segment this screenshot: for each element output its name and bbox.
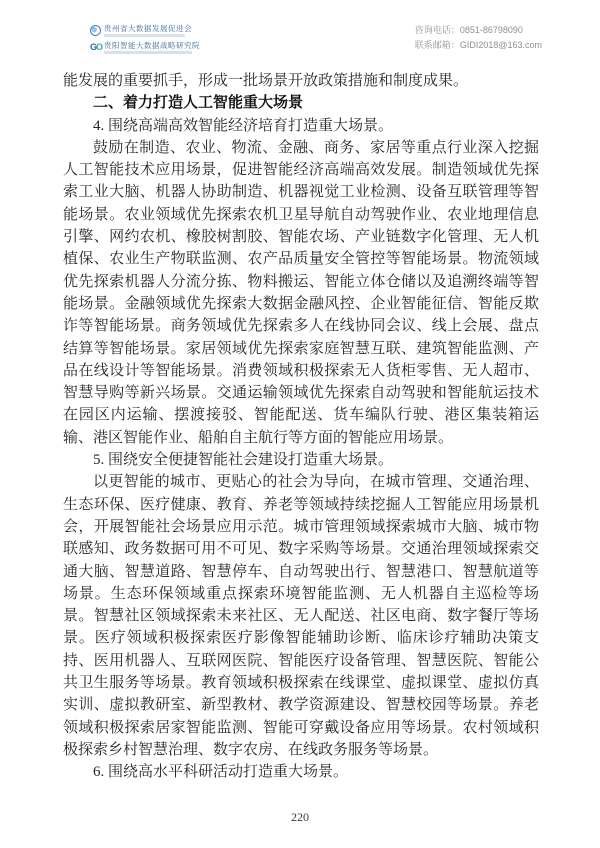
association-emblem-icon — [90, 25, 101, 36]
email-address: GIDI2018@163.com — [459, 40, 542, 50]
institute-subtitle-line — [104, 51, 192, 54]
phone-number: 0851-86798090 — [459, 25, 523, 35]
body-paragraph: 以更智能的城市、更贴心的社会为导向，在城市管理、交通治理、生态环保、医疗健康、教育、养老等领域持续挖掘人工智能应用场景机会，开展智能社会场景应用示范。城市管理领域探索城市大脑、城市物联感知、政务数据可用不可见、数字采购等场景。交通治理领域探索交通大脑、智慧道路、智慧停车、自动驾驶出行、智慧港口、智慧航道等场景。生态环保领域重点探索环境智能监测、无人机器自主巡检等场景。智慧社区领域探索未来社区、无人配送、社区电商、数字餐厅等场景。医疗领域积极探索医疗影像智能辅助诊断、临床诊疗辅助决策支持、医用机器人、互联网医院、智能医疗设备管理、智慧医院、智能公共卫生服务等场景。教育领域积极探索在线课堂、虚拟课堂、虚拟仿真实训、虚拟教研室、新型教材、教学资源建设、智慧校园等场景。养老领域积极探索居家智能监测、智能可穿戴设备应用等场景。农村领域积极探索乡村智慧治理、数字农房、在线政务服务等场景。 — [63, 474, 539, 758]
page-header — [90, 24, 542, 54]
logo-block — [90, 24, 200, 54]
logo-association — [90, 24, 200, 37]
body-paragraph: 能发展的重要抓手，形成一批场景开放政策措施和制度成果。 — [63, 73, 469, 89]
association-name: 贵州省大数据发展促进会 — [104, 24, 192, 33]
logo-institute — [90, 41, 200, 54]
numbered-item: 4. 围绕高端高效智能经济培育打造重大场景。 — [93, 117, 394, 134]
phone-label: 咨询电话： — [414, 25, 460, 35]
document-body — [63, 70, 539, 784]
page-footer — [0, 810, 600, 825]
email-label: 联系邮箱： — [414, 40, 460, 50]
page-number: 220 — [291, 810, 309, 824]
numbered-item: 6. 围绕高水平科研活动打造重大场景。 — [93, 764, 349, 781]
contact-block — [415, 24, 542, 52]
body-paragraph: 鼓励在制造、农业、物流、金融、商务、家居等重点行业深入挖掘人工智能技术应用场景，促进智能经济高端高效发展。制造领域优先探索工业大脑、机器人协助制造、机器视觉工业检测、设备互联管理等智能场景。农业领域优先探索农机卫星导航自动驾驶作业、农业地理信息引擎、网约农机、橡胶树割胶、智能农场、产业链数字化管理、无人机植保、农业生产物联监测、农产品质量安全管控等智能场景。物流领域优先探索机器人分流分拣、物料搬运、智能立体仓储以及追溯终端等智能场景。金融领域优先探索大数据金融风控、企业智能征信、智能反欺诈等智能场景。商务领域优先探索多人在线协同会议、线上会展、盘点结算等智能场景。家居领域优先探索家庭智慧互联、建筑智能监测、产品在线设计等智能场景。消费领域积极探索无人货柜零售、无人超市、智慧导购等新兴场景。交通运输领域优先探索自动驾驶和智能航运技术在园区内运输、摆渡接驳、智能配送、货车编队行驶、港区集装箱运输、港区智能作业、船舶自主航行等方面的智能应用场景。 — [63, 139, 539, 446]
association-subtitle-line — [104, 34, 185, 37]
section-heading: 二、着力打造人工智能重大场景 — [93, 94, 304, 112]
institute-name: 贵阳智能大数据战略研究院 — [104, 41, 200, 50]
institute-go-mark-icon: GO — [90, 42, 103, 52]
contact-email — [415, 39, 542, 52]
numbered-item: 5. 围绕安全便捷智能社会建设打造重大场景。 — [93, 452, 394, 469]
consult-phone — [415, 24, 542, 37]
